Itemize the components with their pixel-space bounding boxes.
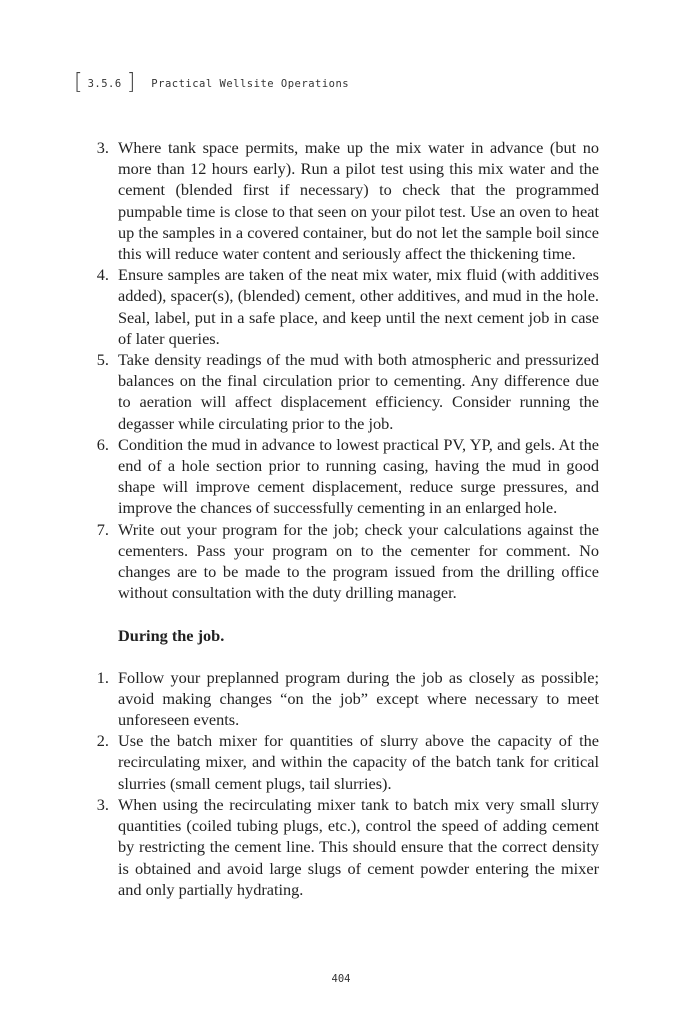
list-item (83, 730, 599, 794)
item-number: 6. (96, 434, 109, 454)
list-item (83, 794, 599, 900)
item-text: Write out your program for the job; check your calculations against the cementers. Pass your program on to the cementer for comment. No changes are to be made to the program issued from the drilling office without consultation with the duty drilling manager. (118, 519, 599, 603)
page-number: 404 (331, 973, 351, 985)
item-number: 3. (96, 794, 109, 814)
left-bracket: [ (74, 70, 83, 95)
item-number: 5. (96, 350, 109, 370)
item-number: 7. (96, 519, 109, 539)
item-text: Follow your preplanned program during the job as closely as possible; avoid making changes “on the job” except where necessary to meet unforeseen events. (118, 667, 599, 730)
list-item (83, 519, 599, 604)
item-text: Ensure samples are taken of the neat mix water, mix fluid (with additives added), spacer(s), (blended) cement, other additives, and mud in the hole. Seal, label, put in a safe place, and keep until the next cement job in case of later queries. (118, 265, 599, 348)
list-item (83, 264, 599, 349)
running-title: Practical Wellsite Operations (151, 78, 350, 90)
item-text: When using the recirculating mixer tank to batch mix very small slurry quantities (coiled tubing plugs, etc.), control the speed of adding cement by restricting the cement line. This should ensure that the correct density is obtained and avoid large slugs of cement powder entering the mixer and only partially hydrating. (118, 794, 599, 899)
item-number: 1. (96, 667, 109, 687)
list-item (83, 137, 599, 264)
list-item (83, 434, 599, 519)
list-item (83, 667, 599, 731)
item-text: Take density readings of the mud with both atmospheric and pressurized balances on the final circulation prior to cementing. Any difference due to aeration will affect displacement efficiency. Consider running the degasser while circulating prior to the job. (118, 350, 599, 433)
numbered-list-after (83, 667, 599, 900)
item-number: 3. (96, 138, 109, 157)
running-header (74, 70, 350, 95)
numbered-list-before (83, 137, 599, 603)
item-text: Where tank space permits, make up the mix water in advance (but no more than 12 hours early). Run a pilot test using this mix water and the cement (blended first if necessary) to check that the programmed pumpable time is close to that seen on your pilot test. Use an oven to heat up the samples in a covered container, but do not let the sample boil since this will reduce water content and seriously affect the thickening time. (118, 138, 599, 264)
item-text: Condition the mud in advance to lowest practical PV, YP, and gels. At the end of a hole section prior to running casing, having the mud in good shape will improve cement displacement, reduce surge pressures, and improve the chances of successfully cementing in an enlarged hole. (118, 434, 599, 518)
item-number: 4. (96, 265, 109, 285)
section-number: 3.5.6 (87, 78, 122, 90)
right-bracket: ] (126, 70, 136, 95)
item-number: 2. (96, 731, 109, 751)
item-text: Use the batch mixer for quantities of slurry above the capacity of the recirculating mixer, and within the capacity of the batch tank for critical slurries (small cement plugs, tail slurries). (118, 731, 599, 793)
section-subheading: During the job. (118, 626, 225, 646)
list-item (83, 349, 599, 434)
page-body (83, 137, 599, 900)
